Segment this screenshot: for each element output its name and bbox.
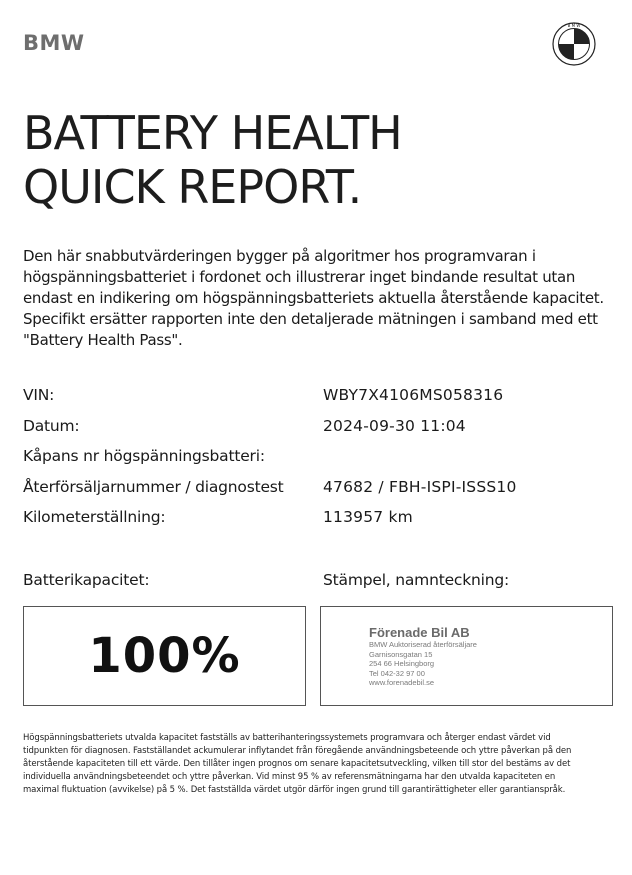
dealer-stamp: [369, 625, 539, 688]
info-value: 113957 km: [323, 508, 413, 526]
info-value: 47682 / FBH-ISPI-ISSS10: [323, 477, 517, 496]
stamp-company: Förenade Bil AB: [369, 625, 470, 640]
vehicle-info: [23, 386, 613, 539]
info-row-mileage: [23, 508, 613, 539]
info-label: Återförsäljarnummer / diagnostest: [23, 477, 284, 496]
info-row-vin: [23, 386, 613, 417]
title-line-1: BATTERY HEALTH: [23, 106, 402, 160]
info-value: WBY7X4106MS058316: [323, 386, 504, 404]
capacity-box: [23, 606, 306, 706]
info-value: 2024-09-30 11:04: [323, 416, 466, 435]
info-label: VIN:: [23, 386, 55, 404]
stamp-line: www.forenadebil.se: [369, 678, 435, 687]
info-row-date: [23, 417, 613, 448]
title-line-2: QUICK REPORT.: [23, 160, 362, 214]
info-label: Kilometerställning:: [23, 508, 166, 526]
info-label: Kåpans nr högspänningsbatteri:: [23, 447, 265, 465]
stamp-line: Tel 042-32 97 00: [369, 668, 425, 678]
brand-wordmark: BMW: [23, 31, 85, 55]
info-row-battery-cover: [23, 447, 613, 478]
bmw-roundel-icon: [552, 22, 596, 66]
info-row-dealer: [23, 478, 613, 509]
capacity-value: 100%: [88, 628, 241, 684]
page-title: [23, 106, 402, 214]
intro-paragraph: Den här snabbutvärderingen bygger på algoritmer hos programvaran i högspänningsbatteriet i fordonet och illustrerar inget bindande resultat utan endast en indikering om högspänningsbatteriets aktuella återstående kapacitet. Specifikt ersätter rapporten inte den detaljerade mätningen i samband med ett "Battery Health Pass".: [23, 247, 604, 349]
stamp-box: [320, 606, 613, 706]
capacity-label: Batterikapacitet:: [23, 571, 150, 589]
svg-text:B M W: B M W: [567, 23, 581, 29]
stamp-label: Stämpel, namnteckning:: [323, 571, 510, 589]
stamp-line: BMW Auktoriserad återförsäljare: [369, 640, 477, 649]
stamp-line: Garnisonsgatan 15: [369, 649, 433, 659]
stamp-line: 254 66 Helsingborg: [369, 659, 435, 668]
disclaimer-footnote: Högspänningsbatteriets utvalda kapacitet fastställs av batterihanteringssystemets programvara och återger endast värdet vid tidpunkten för diagnosen. Fastställandet ackumulerar inflytandet från föregående användningsbeteende och yttre påverkan på den återstående kapaciteten till ett värde. Den tillåter ingen prognos om senare kapacitetsutveckling, vilken till stor del bestäms av det individuella användningsbeteendet och yttre påverkan. Vid minst 95 % av referensmätningarna har den utvalda kapaciteten en maximal fluktuation (avvikelse) på 5 %. Det fastställda värdet utgör därför ingen grund till garantirättigheter eller garantianspråk.: [23, 733, 572, 795]
info-label: Datum:: [23, 416, 80, 435]
